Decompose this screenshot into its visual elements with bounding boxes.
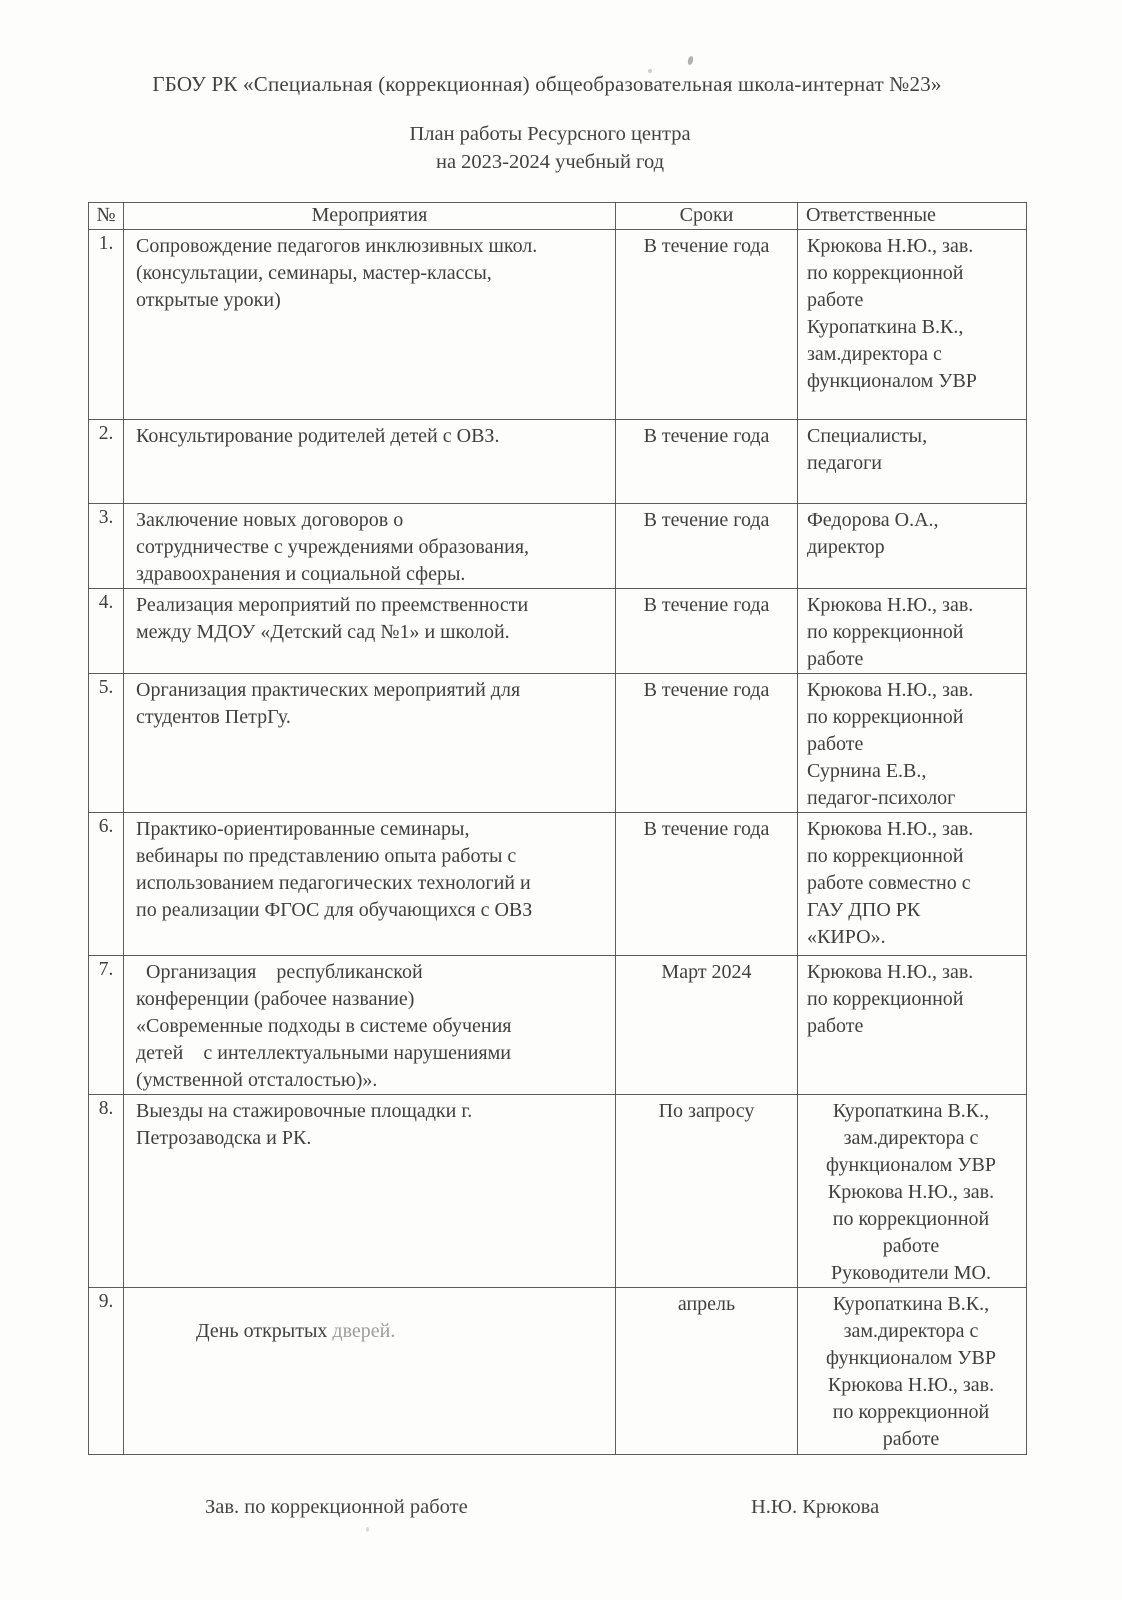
cell-term: В течение года xyxy=(616,230,798,420)
cell-number: 2. xyxy=(89,420,124,504)
cell-activity-faded-text: дверей. xyxy=(332,1320,396,1342)
cell-activity xyxy=(124,1288,616,1455)
cell-responsible: Куропаткина В.К., зам.директора с функционалом УВР Крюкова Н.Ю., зав. по коррекционной работе Руководители МО. xyxy=(798,1095,1027,1288)
table-row xyxy=(89,230,1027,420)
table-header-row xyxy=(89,203,1027,230)
cell-activity-text: День открытых xyxy=(196,1320,333,1342)
cell-term: По запросу xyxy=(616,1095,798,1288)
cell-number: 8. xyxy=(89,1095,124,1288)
col-header-terms: Сроки xyxy=(616,203,798,230)
cell-number: 4. xyxy=(89,589,124,674)
plan-table xyxy=(88,202,1027,1455)
scan-artifact xyxy=(648,69,652,73)
cell-responsible: Крюкова Н.Ю., зав. по коррекционной работе xyxy=(798,589,1027,674)
cell-activity: Выезды на стажировочные площадки г. Петрозаводска и РК. xyxy=(124,1095,616,1288)
cell-number: 3. xyxy=(89,504,124,589)
cell-number: 5. xyxy=(89,674,124,813)
cell-activity: Сопровождение педагогов инклюзивных школ. (консультации, семинары, мастер-классы, открытые уроки) xyxy=(124,230,616,420)
cell-responsible: Крюкова Н.Ю., зав. по коррекционной работе Сурнина Е.В., педагог-психолог xyxy=(798,674,1027,813)
cell-number: 9. xyxy=(89,1288,124,1455)
cell-term: В течение года xyxy=(616,674,798,813)
scan-artifact xyxy=(687,56,694,66)
cell-activity: Организация практических мероприятий для студентов ПетрГу. xyxy=(124,674,616,813)
col-header-number: № xyxy=(89,203,124,230)
table-row xyxy=(89,1095,1027,1288)
cell-activity: Консультирование родителей детей с ОВЗ. xyxy=(124,420,616,504)
scan-artifact xyxy=(366,1527,369,1532)
col-header-activities: Мероприятия xyxy=(124,203,616,230)
cell-responsible: Специалисты, педагоги xyxy=(798,420,1027,504)
cell-activity: Реализация мероприятий по преемственности между МДОУ «Детский сад №1» и школой. xyxy=(124,589,616,674)
cell-term: апрель xyxy=(616,1288,798,1455)
table-row xyxy=(89,589,1027,674)
document-title-line1: План работы Ресурсного центра xyxy=(409,123,691,145)
table-row xyxy=(89,674,1027,813)
table-row xyxy=(89,956,1027,1095)
cell-term: В течение года xyxy=(616,589,798,674)
table-row xyxy=(89,1288,1027,1455)
cell-activity: Организация республиканской конференции (рабочее название) «Современные подходы в системе обучения детей с интеллектуальными нарушениями (умственной отсталостью)». xyxy=(124,956,616,1095)
signature-role: Зав. по коррекционной работе xyxy=(205,1496,468,1518)
cell-responsible: Крюкова Н.Ю., зав. по коррекционной работе Куропаткина В.К., зам.директора с функционалом УВР xyxy=(798,230,1027,420)
document-title xyxy=(0,120,1100,176)
cell-number: 7. xyxy=(89,956,124,1095)
table-row xyxy=(89,420,1027,504)
table-row xyxy=(89,504,1027,589)
cell-activity: Практико-ориентированные семинары, вебинары по представлению опыта работы с использованием педагогических технологий и по реализации ФГОС для обучающихся с ОВЗ xyxy=(124,813,616,956)
cell-responsible: Крюкова Н.Ю., зав. по коррекционной работе xyxy=(798,956,1027,1095)
cell-term: Март 2024 xyxy=(616,956,798,1095)
cell-term: В течение года xyxy=(616,504,798,589)
document-title-line2: на 2023-2024 учебный год xyxy=(435,151,665,173)
cell-term: В течение года xyxy=(616,420,798,504)
cell-responsible: Куропаткина В.К., зам.директора с функционалом УВР Крюкова Н.Ю., зав. по коррекционной работе xyxy=(798,1288,1027,1455)
cell-responsible: Федорова О.А., директор xyxy=(798,504,1027,589)
cell-term: В течение года xyxy=(616,813,798,956)
cell-responsible: Крюкова Н.Ю., зав. по коррекционной работе совместно с ГАУ ДПО РК «КИРО». xyxy=(798,813,1027,956)
cell-number: 6. xyxy=(89,813,124,956)
organization-name: ГБОУ РК «Специальная (коррекционная) общеобразовательная школа-интернат №23» xyxy=(152,72,942,96)
cell-activity: Заключение новых договоров о сотрудничестве с учреждениями образования, здравоохранения и социальной сферы. xyxy=(124,504,616,589)
cell-number: 1. xyxy=(89,230,124,420)
table-row xyxy=(89,813,1027,956)
signature-name: Н.Ю. Крюкова xyxy=(751,1496,880,1518)
col-header-responsible: Ответственные xyxy=(798,203,1027,230)
